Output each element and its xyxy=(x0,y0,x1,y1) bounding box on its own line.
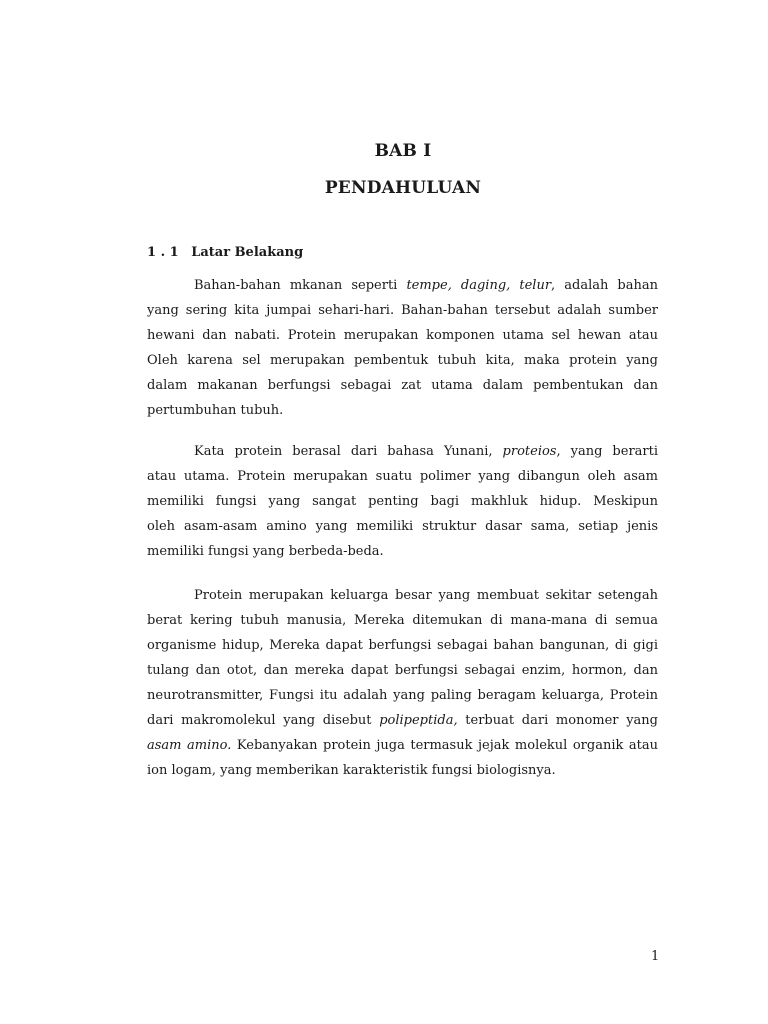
text-line: pertumbuhan tubuh. xyxy=(147,403,284,418)
text-line: memiliki fungsi yang sangat penting bagi makhluk hidup. Meskipun xyxy=(147,494,658,509)
text-line: Bahan-bahan mkanan seperti tempe, daging, telur, adalah bahan xyxy=(194,278,658,293)
section-heading xyxy=(147,245,303,260)
italic-term: tempe, daging, telur xyxy=(406,278,552,293)
text-line: Protein merupakan keluarga besar yang membuat sekitar setengah xyxy=(194,588,658,603)
text-line: yang sering kita jumpai sehari-hari. Bahan-bahan tersebut adalah sumber xyxy=(147,303,658,318)
text-line: asam amino. Kebanyakan protein juga termasuk jejak molekul organik atau xyxy=(147,738,658,753)
text-line: dari makromolekul yang disebut polipeptida, terbuat dari monomer yang xyxy=(147,713,658,728)
section-number: 1 . 1 xyxy=(147,245,179,260)
text-line: dalam makanan berfungsi sebagai zat utama dalam pembentukan dan xyxy=(147,378,658,393)
italic-term: polipeptida, xyxy=(379,713,458,728)
text-line: ion logam, yang memberikan karakteristik fungsi biologisnya. xyxy=(147,763,556,778)
text-line: atau utama. Protein merupakan suatu polimer yang dibangun oleh asam xyxy=(147,469,658,484)
chapter-heading: BAB I xyxy=(374,141,432,161)
text-line: berat kering tubuh manusia, Mereka ditemukan di mana-mana di semua xyxy=(147,613,658,628)
italic-term: proteios xyxy=(502,444,557,459)
paragraph-2 xyxy=(147,439,658,564)
text-line: organisme hidup, Mereka dapat berfungsi sebagai bahan bangunan, di gigi xyxy=(147,638,658,653)
text-line: neurotransmitter, Fungsi itu adalah yang paling beragam keluarga, Protein xyxy=(147,688,658,703)
paragraph-3 xyxy=(147,583,658,783)
section-title: Latar Belakang xyxy=(191,245,304,260)
italic-term: asam amino. xyxy=(147,738,232,753)
page-number: 1 xyxy=(651,949,660,964)
text-line: Oleh karena sel merupakan pembentuk tubuh kita, maka protein yang xyxy=(147,353,658,368)
text-line: hewani dan nabati. Protein merupakan komponen utama sel hewan atau xyxy=(147,328,658,343)
text-line: memiliki fungsi yang berbeda-beda. xyxy=(147,544,384,559)
text-line: oleh asam-asam amino yang memiliki struktur dasar sama, setiap jenis xyxy=(147,519,658,534)
chapter-title: PENDAHULUAN xyxy=(324,178,482,198)
paragraph-1 xyxy=(147,273,658,423)
text-line: Kata protein berasal dari bahasa Yunani, proteios, yang berarti xyxy=(194,444,658,459)
text-line: tulang dan otot, dan mereka dapat berfungsi sebagai enzim, hormon, dan xyxy=(147,663,658,678)
